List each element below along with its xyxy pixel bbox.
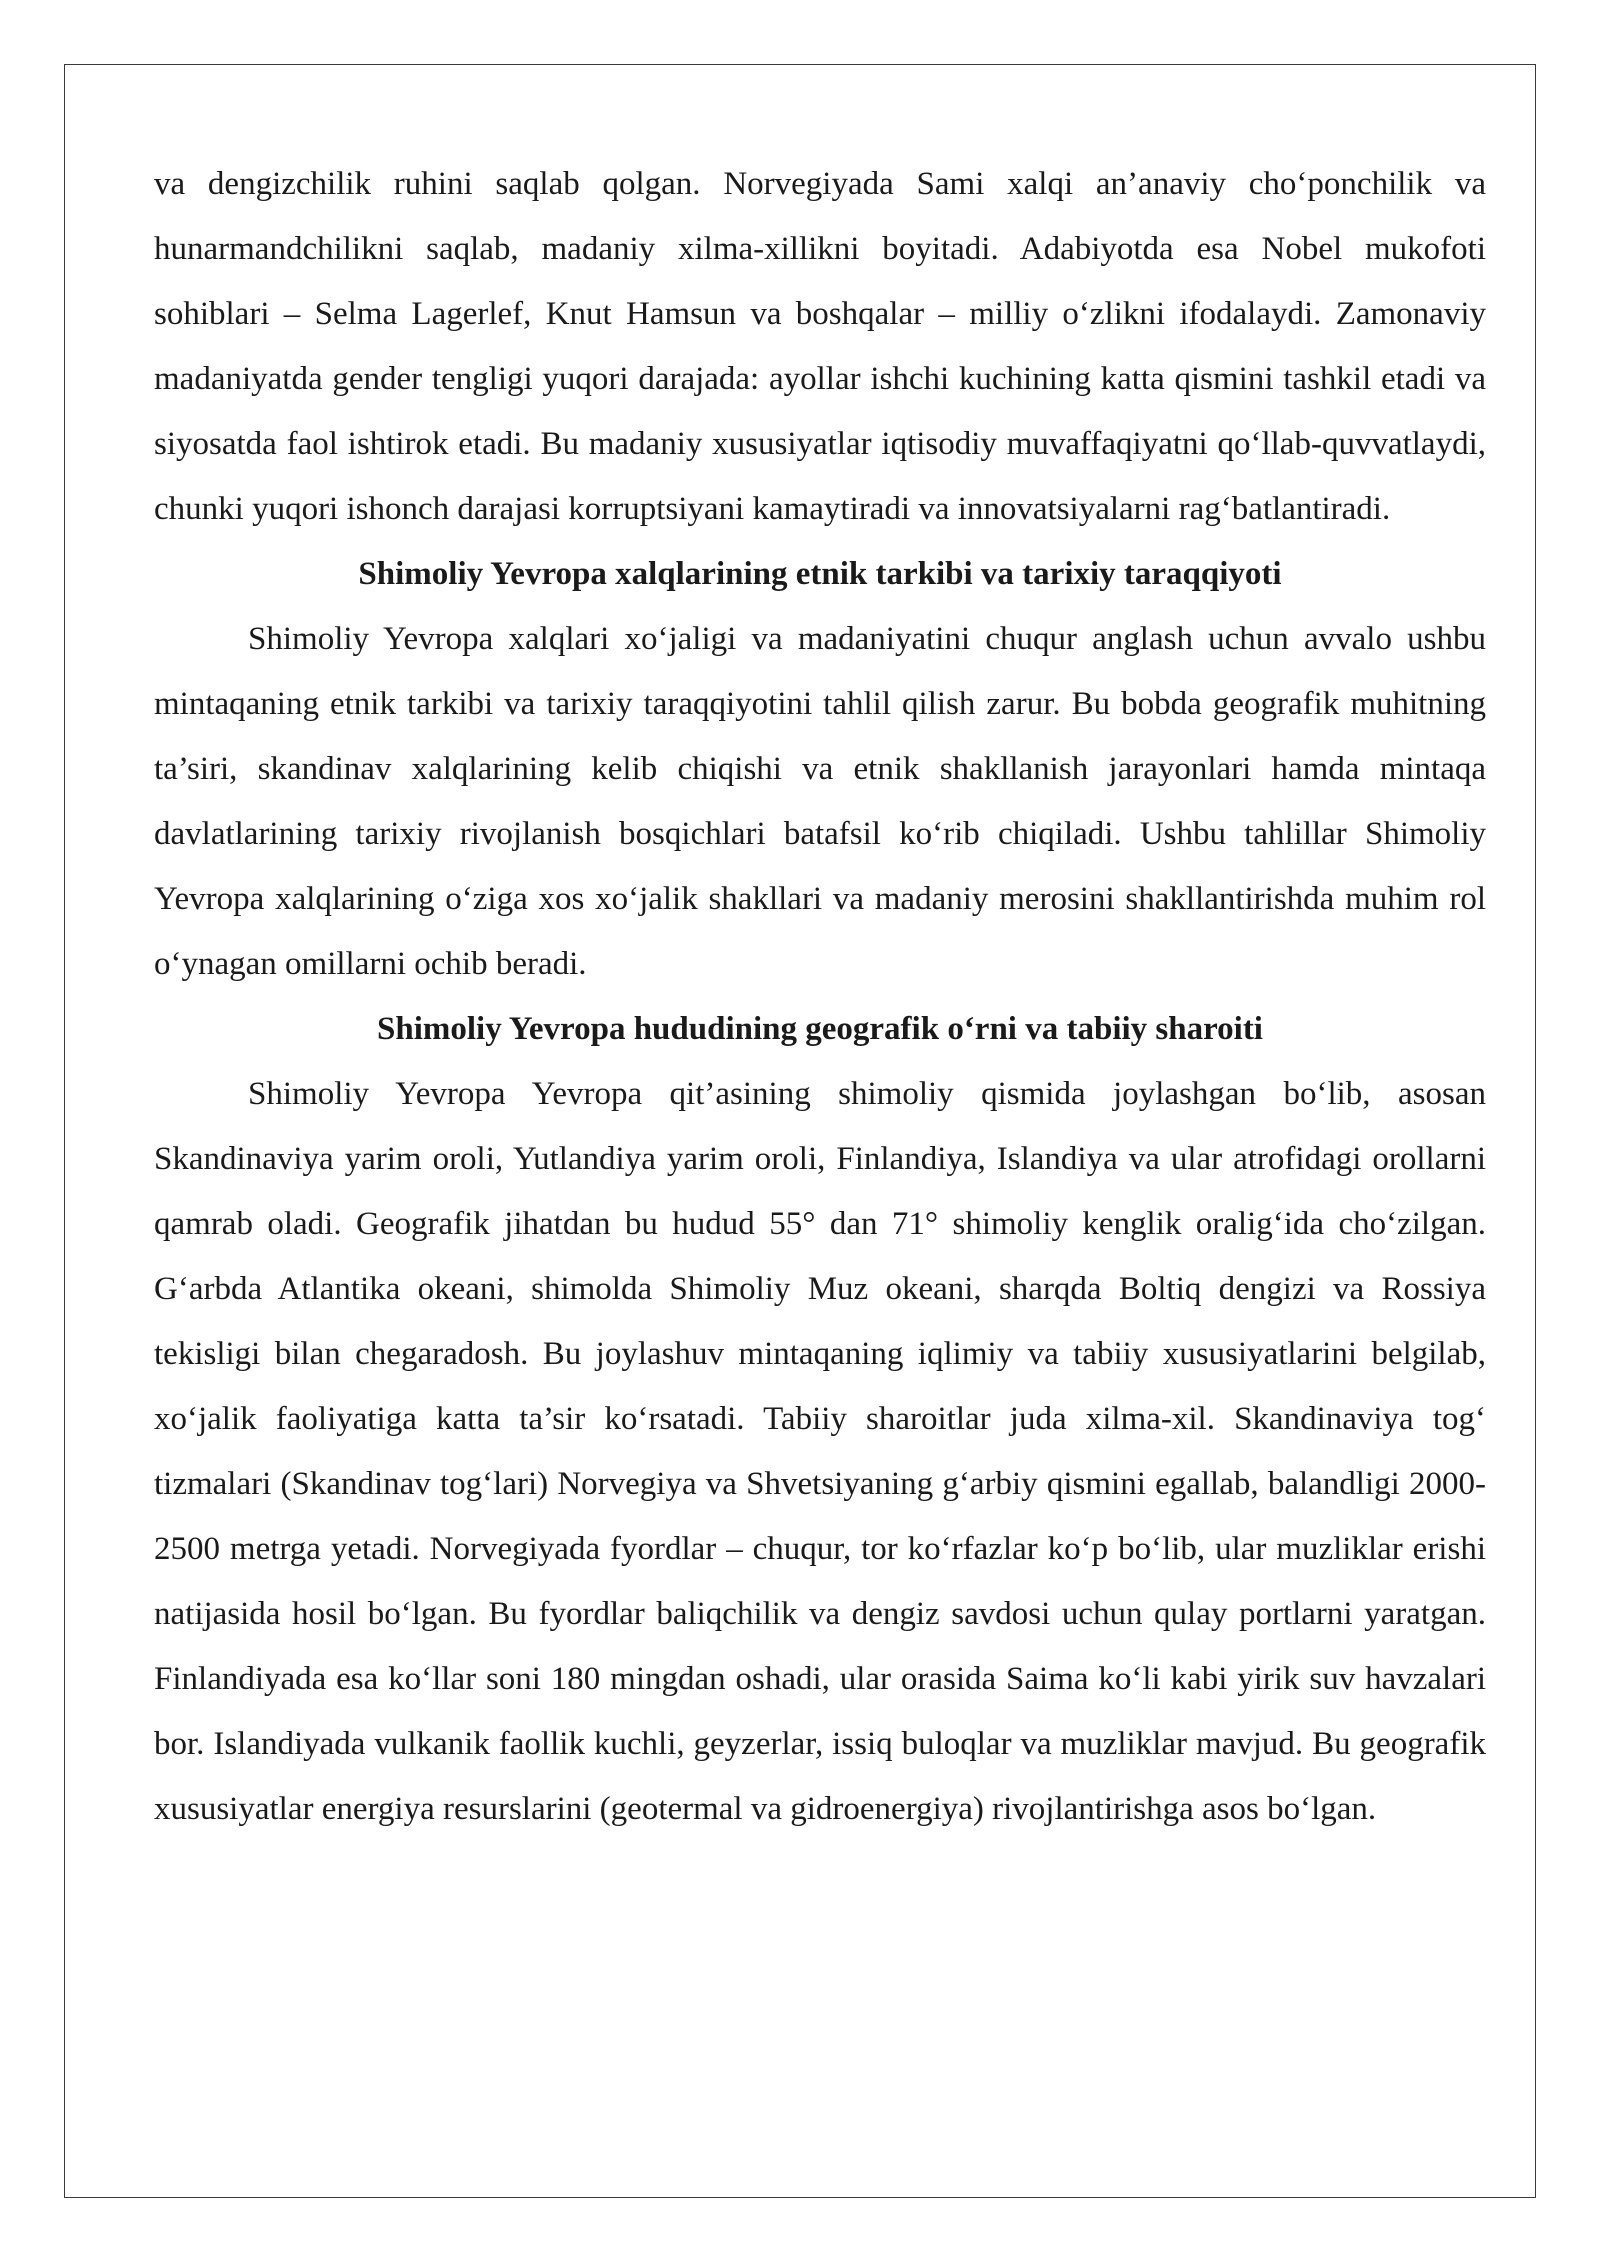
section-heading-geography: Shimoliy Yevropa hududining geografik o‘rni va tabiiy sharoiti: [377, 1011, 1263, 1047]
paragraph-ethnic-intro: Shimoliy Yevropa xalqlari xo‘jaligi va madaniyatini chuqur anglash uchun avvalo ushbu mintaqaning etnik tarkibi va tarixiy taraqqiyotini tahlil qilish zarur. Bu bobda geografik muhitning ta’siri, skandinav xalqlarining kelib chiqishi va etnik shakllanish jarayonlari hamda mintaqa davlatlarining tarixiy rivojlanish bosqichlari batafsil ko‘rib chiqiladi. Ushbu tahlillar Shimoliy Yevropa xalqlarining o‘ziga xos xo‘jalik shakllari va madaniy merosini shakllantirishda muhim rol o‘ynagan omillarni ochib beradi.: [154, 621, 1486, 982]
section-heading-ethnic-composition: Shimoliy Yevropa xalqlarining etnik tarkibi va tarixiy taraqqiyoti: [358, 556, 1282, 592]
paragraph-continuation: va dengizchilik ruhini saqlab qolgan. Norvegiyada Sami xalqi an’anaviy cho‘ponchilik va hunarmandchilikni saqlab, madaniy xilma-xillikni boyitadi. Adabiyotda esa Nobel mukofoti sohiblari – Selma Lagerlef, Knut Hamsun va boshqalar – milliy o‘zlikni ifodalaydi. Zamonaviy madaniyatda gender tengligi yuqori darajada: ayollar ishchi kuchining katta qismini tashkil etadi va siyosatda faol ishtirok etadi. Bu madaniy xususiyatlar iqtisodiy muvaffaqiyatni qo‘llab-quvvatlaydi, chunki yuqori ishonch darajasi korruptsiyani kamaytiradi va innovatsiyalarni rag‘batlantiradi.: [154, 166, 1486, 527]
paragraph-geography: Shimoliy Yevropa Yevropa qit’asining shimoliy qismida joylashgan bo‘lib, asosan Skandinaviya yarim oroli, Yutlandiya yarim oroli, Finlandiya, Islandiya va ular atrofidagi orollarni qamrab oladi. Geografik jihatdan bu hudud 55° dan 71° shimoliy kenglik oralig‘ida cho‘zilgan. G‘arbda Atlantika okeani, shimolda Shimoliy Muz okeani, sharqda Boltiq dengizi va Rossiya tekisligi bilan chegaradosh. Bu joylashuv mintaqaning iqlimiy va tabiiy xususiyatlarini belgilab, xo‘jalik faoliyatiga katta ta’sir ko‘rsatadi. Tabiiy sharoitlar juda xilma-xil. Skandinaviya tog‘ tizmalari (Skandinav tog‘lari) Norvegiya va Shvetsiyaning g‘arbiy qismini egallab, balandligi 2000-2500 metrga yetadi. Norvegiyada fyordlar – chuqur, tor ko‘rfazlar ko‘p bo‘lib, ular muzliklar erishi natijasida hosil bo‘lgan. Bu fyordlar baliqchilik va dengiz savdosi uchun qulay portlarni yaratgan. Finlandiyada esa ko‘llar soni 180 mingdan oshadi, ular orasida Saima ko‘li kabi yirik suv havzalari bor. Islandiyada vulkanik faollik kuchli, geyzerlar, issiq buloqlar va muzliklar mavjud. Bu geografik xususiyatlar energiya resurslarini (geotermal va gidroenergiya) rivojlantirishga asos bo‘lgan.: [154, 1076, 1486, 1827]
document-body: [154, 152, 1486, 1842]
